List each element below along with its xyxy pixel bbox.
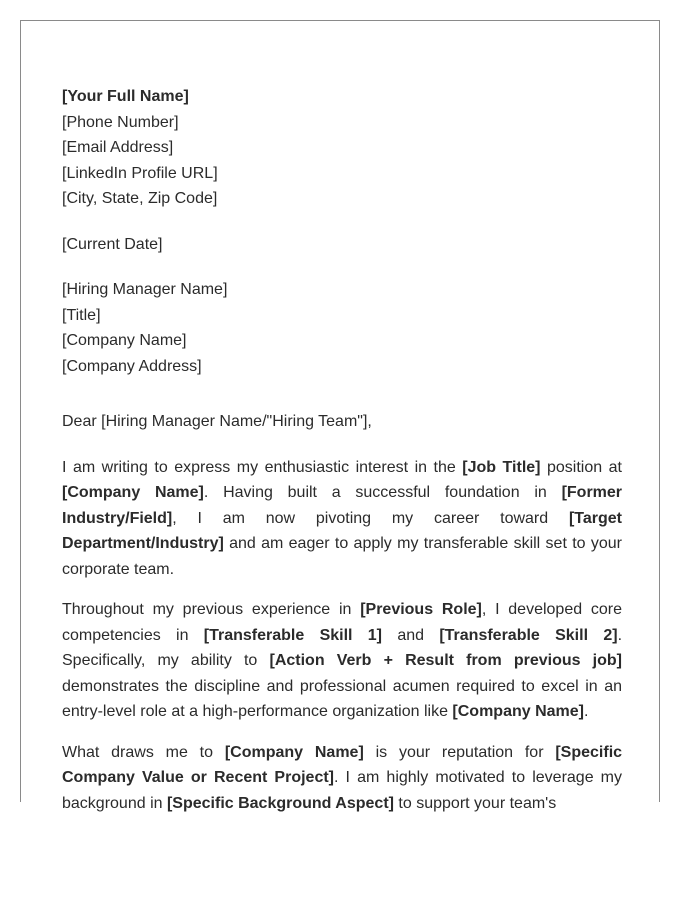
placeholder-field: [Former Industry/Field] [62, 484, 623, 527]
body-paragraph [62, 597, 622, 725]
placeholder-field: [Company Name] [224, 743, 364, 761]
letter-paragraphs [62, 455, 622, 817]
paragraph-text: . Having built a successful foundation in [203, 484, 562, 501]
sender-email: [Email Address] [62, 139, 174, 156]
recipient-name: [Hiring Manager Name] [62, 281, 228, 298]
paragraph-text: to support your team's [393, 794, 557, 812]
recipient-block [62, 277, 622, 379]
recipient-address: [Company Address] [62, 357, 202, 375]
paragraph-text: Throughout my previous experience in [62, 601, 361, 618]
placeholder-field: [Transferable Skill 1] [203, 626, 383, 644]
placeholder-field: [Company Name] [62, 484, 204, 501]
placeholder-field: [Previous Role] [360, 601, 482, 618]
placeholder-field: [Company Name] [452, 703, 584, 720]
paragraph-text: . [584, 703, 589, 720]
paragraph-text: and am eager to apply my transferable skill set to your corporate team. [62, 535, 622, 578]
date-block [62, 232, 622, 258]
recipient-title: [Title] [62, 306, 101, 324]
sender-phone: [Phone Number] [62, 113, 179, 131]
placeholder-field: [Action Verb + Result from previous job] [269, 652, 622, 669]
salutation: Dear [Hiring Manager Name/"Hiring Team"], [62, 413, 372, 430]
paragraph-text: . I am highly motivated to leverage my background in [62, 769, 623, 812]
sender-linkedin: [LinkedIn Profile URL] [62, 164, 218, 182]
paragraph-text: What draws me to [62, 743, 225, 761]
placeholder-field: [Target Department/Industry] [62, 509, 622, 552]
document-page [20, 20, 660, 812]
paragraph-text: and [382, 626, 440, 644]
body-paragraph [62, 455, 622, 583]
sender-name: [Your Full Name] [62, 88, 189, 105]
paragraph-text: position at [540, 458, 622, 476]
paragraph-text: , I am now pivoting my career toward [172, 509, 569, 527]
paragraph-text: , I developed core competencies in [62, 601, 623, 644]
placeholder-field: [Specific Company Value or Recent Project] [62, 743, 623, 786]
placeholder-field: [Specific Background Aspect] [166, 794, 394, 812]
letter-body [62, 84, 622, 831]
letter-date: [Current Date] [62, 235, 163, 253]
sender-block [62, 84, 622, 212]
paragraph-text: . Specifically, my ability to [62, 626, 623, 669]
body-paragraph [62, 740, 622, 817]
recipient-company: [Company Name] [62, 332, 187, 349]
placeholder-field: [Job Title] [462, 458, 541, 476]
paragraph-text: is your reputation for [363, 743, 556, 761]
sender-location: [City, State, Zip Code] [62, 190, 218, 207]
paragraph-text: demonstrates the discipline and professional acumen required to excel in an entry-level role at a high-performance organization like [62, 677, 622, 720]
paragraph-text: I am writing to express my enthusiastic interest in the [62, 458, 463, 476]
placeholder-field: [Transferable Skill 2] [439, 626, 618, 644]
